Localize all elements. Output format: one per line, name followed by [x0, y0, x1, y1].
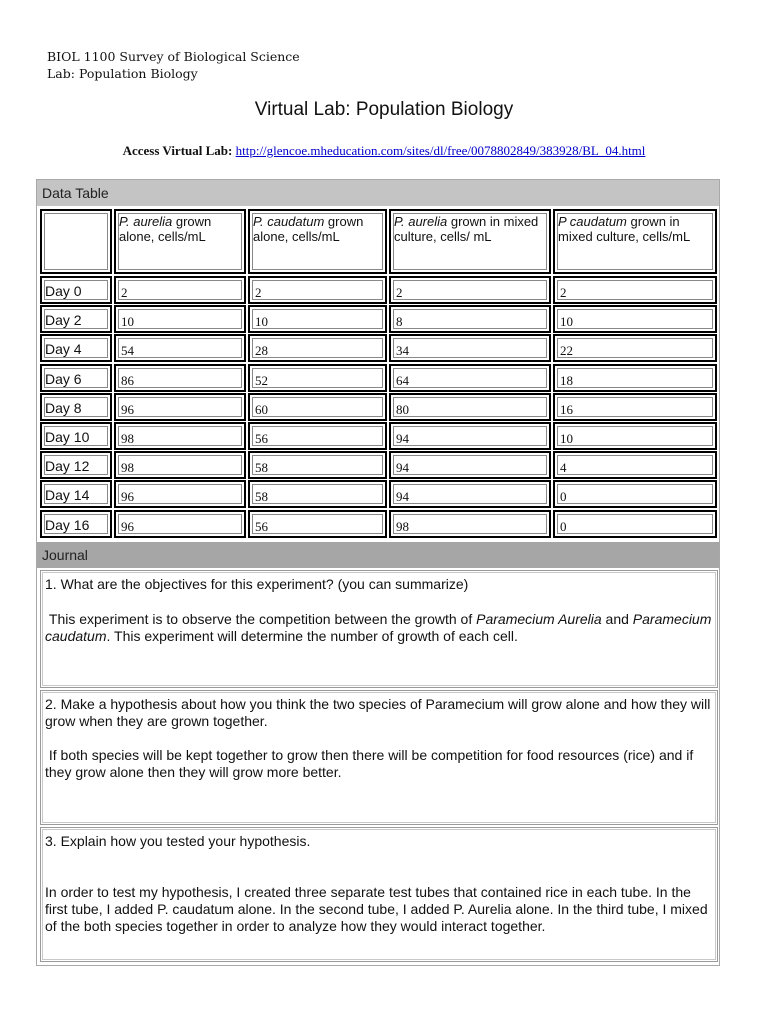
page-title: Virtual Lab: Population Biology	[254, 99, 514, 120]
table-cell: 58	[248, 480, 387, 508]
row-day-label: Day 6	[40, 364, 112, 392]
column-header: P. aurelia grown in mixed culture, cells/ mL	[389, 209, 551, 274]
lab-name: Lab: Population Biology	[47, 66, 198, 81]
table-cell: 2	[248, 276, 387, 304]
table-cell: 80	[389, 393, 551, 421]
access-label: Access Virtual Lab:	[122, 143, 233, 158]
row-day-label: Day 10	[40, 422, 112, 450]
answer-2: If both species will be kept together to grow then there will be competition for food resources (rice) and if they grow alone then they will grow more better.	[45, 747, 694, 780]
table-cell: 56	[248, 422, 387, 450]
table-cell: 16	[553, 393, 717, 421]
course-name: BIOL 1100 Survey of Biological Science	[47, 49, 300, 64]
row-day-label: Day 12	[40, 451, 112, 479]
table-cell: 98	[114, 422, 246, 450]
row-day-label: Day 16	[40, 510, 112, 538]
table-cell: 96	[114, 393, 246, 421]
row-day-label: Day 0	[40, 276, 112, 304]
row-day-label: Day 8	[40, 393, 112, 421]
table-cell: 28	[248, 334, 387, 362]
table-cell: 10	[248, 305, 387, 333]
answer-3: In order to test my hypothesis, I created three separate test tubes that contained rice in each tube. In the first tube, I added P. caudatum alone. In the second tube, I added P. Aurelia alone. In the third tube, I mixed of the both species together in order to analyze how they would interact together.	[45, 884, 708, 934]
journal-heading: Journal	[37, 542, 719, 568]
table-cell: 18	[553, 364, 717, 392]
row-day-label: Day 2	[40, 305, 112, 333]
table-cell: 56	[248, 510, 387, 538]
table-cell: 98	[114, 451, 246, 479]
table-cell: 96	[114, 480, 246, 508]
table-cell: 94	[389, 422, 551, 450]
table-cell: 98	[389, 510, 551, 538]
table-cell: 22	[553, 334, 717, 362]
table-cell: 0	[553, 510, 717, 538]
table-cell: 8	[389, 305, 551, 333]
table-cell: 4	[553, 451, 717, 479]
table-cell: 86	[114, 364, 246, 392]
journal-entry-1	[40, 570, 718, 688]
table-cell: 54	[114, 334, 246, 362]
table-cell: 58	[248, 451, 387, 479]
column-header: P. aurelia grown alone, cells/mL	[114, 209, 246, 274]
data-table-heading: Data Table	[37, 180, 719, 206]
table-cell: 52	[248, 364, 387, 392]
table-cell: 2	[114, 276, 246, 304]
question-2: 2. Make a hypothesis about how you think the two species of Paramecium will grow alone and how they will grow when they are grown together.	[45, 696, 711, 729]
document-header	[47, 48, 300, 82]
table-cell: 64	[389, 364, 551, 392]
table-cell: 0	[553, 480, 717, 508]
table-cell: 10	[553, 305, 717, 333]
question-3: 3. Explain how you tested your hypothesis.	[45, 833, 311, 849]
virtual-lab-link[interactable]: http://glencoe.mheducation.com/sites/dl/free/0078802849/383928/BL_04.html	[235, 143, 646, 158]
journal-entry-3	[40, 827, 718, 962]
access-line	[0, 143, 768, 159]
table-cell: 2	[553, 276, 717, 304]
column-header: P. caudatum grown alone, cells/mL	[248, 209, 387, 274]
table-cell: 94	[389, 451, 551, 479]
table-cell: 94	[389, 480, 551, 508]
table-cell: 60	[248, 393, 387, 421]
table-cell: 34	[389, 334, 551, 362]
row-day-label: Day 4	[40, 334, 112, 362]
row-day-label: Day 14	[40, 480, 112, 508]
worksheet-container	[36, 179, 720, 966]
table-cell: 96	[114, 510, 246, 538]
journal-entry-2	[40, 690, 718, 825]
header-empty-cell	[40, 209, 112, 274]
table-cell: 10	[114, 305, 246, 333]
answer-1: This experiment is to observe the competition between the growth of Paramecium Aurelia and Paramecium caudatum. This experiment will determine the number of growth of each cell.	[45, 611, 712, 644]
table-cell: 2	[389, 276, 551, 304]
question-1: 1. What are the objectives for this experiment? (you can summarize)	[45, 576, 469, 592]
table-cell: 10	[553, 422, 717, 450]
column-header: P caudatum grown in mixed culture, cells/mL	[553, 209, 717, 274]
